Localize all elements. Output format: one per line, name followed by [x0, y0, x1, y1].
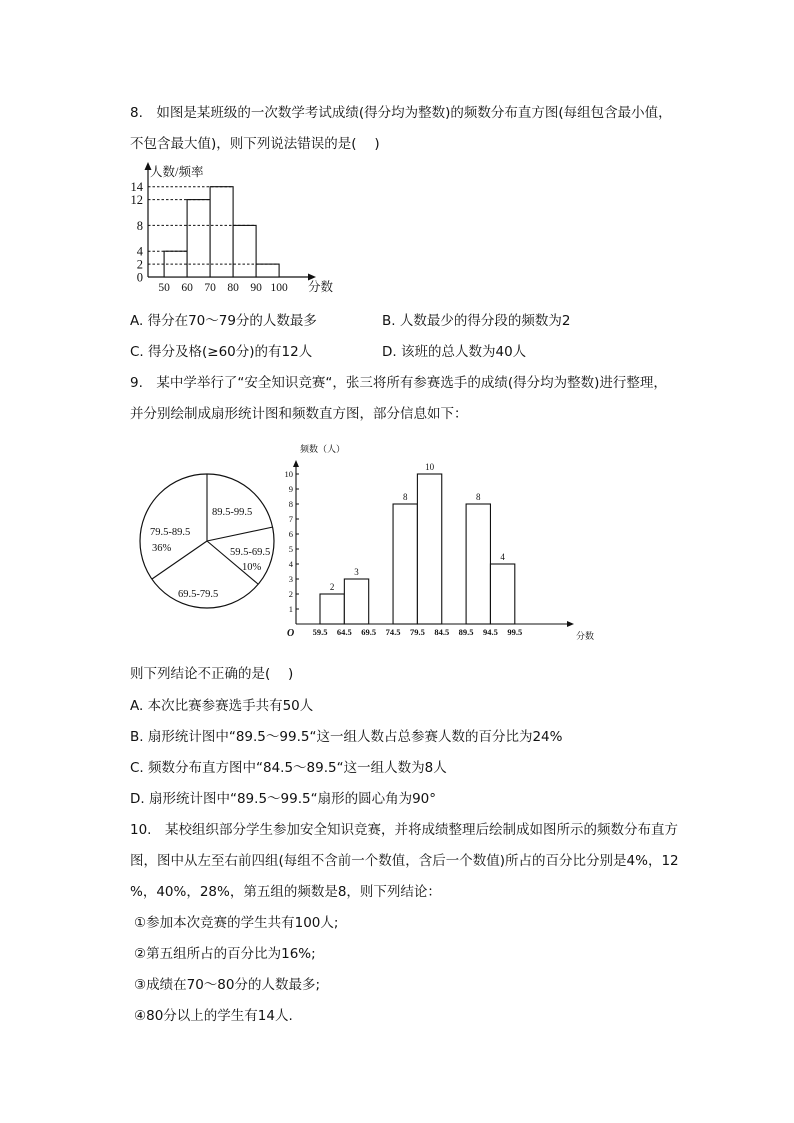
q8-stem-line2: 不包含最大值)，则下列说法错误的是( )	[130, 136, 380, 152]
y-tick-label: 8	[288, 499, 293, 509]
q9-stem-line1: 9. 某中学举行了“安全知识竞赛“，张三将所有参赛选手的成绩(得分均为整数)进行整理，	[130, 375, 667, 391]
y-tick-label: 4	[136, 244, 143, 259]
bar-value-label: 3	[354, 567, 359, 577]
y-tick-label: 5	[288, 544, 293, 554]
q9-question: 则下列结论不正确的是( )	[130, 666, 294, 682]
q10-statement-1: ①参加本次竞赛的学生共有100人;	[134, 915, 339, 931]
q10-statement-4: ④80分以上的学生有14人.	[134, 1008, 293, 1024]
origin-label: O	[287, 628, 295, 639]
x-tick-label: 50	[158, 282, 170, 294]
q8-option-b: B. 人数最少的得分段的频数为2	[382, 313, 571, 329]
y-axis-label: 频数（人）	[300, 444, 346, 454]
histogram-bar	[256, 264, 279, 277]
bar-value-label: 8	[476, 492, 481, 502]
y-tick-label: 12	[130, 193, 143, 208]
x-axis-arrow	[567, 621, 574, 627]
histogram-chart-q8	[128, 160, 348, 300]
y-axis-arrow	[293, 460, 299, 467]
histogram-bar	[344, 579, 368, 624]
q8-option-a: A. 得分在70～79分的人数最多	[130, 313, 317, 329]
histogram-bar	[187, 200, 210, 277]
y-tick-label: 1	[288, 604, 293, 614]
q10-statement-3: ③成绩在70～80分的人数最多;	[134, 977, 321, 993]
x-tick-label: 89.5	[458, 627, 474, 637]
x-tick-label: 94.5	[483, 627, 498, 637]
bar-value-label: 8	[402, 492, 408, 502]
x-axis-label: 分数	[576, 631, 595, 641]
bar-value-label: 4	[500, 552, 505, 562]
x-tick-label: 90	[250, 282, 262, 294]
x-tick-label: 74.5	[385, 627, 401, 637]
y-tick-label: 7	[288, 514, 293, 524]
q10-statement-2: ②第五组所占的百分比为16%;	[134, 946, 316, 962]
histogram-bar	[233, 225, 256, 277]
x-tick-label: 100	[270, 282, 288, 294]
histogram-chart-q9	[282, 438, 602, 648]
y-tick-label: 14	[130, 180, 143, 195]
q8-option-d: D. 该班的总人数为40人	[382, 344, 527, 360]
y-tick-label: 9	[288, 484, 293, 494]
pie-chart-q9	[138, 470, 278, 610]
bar-value-label: 2	[329, 582, 335, 592]
y-tick-label: 6	[288, 529, 293, 539]
q8-stem-line1: 8. 如图是某班级的一次数学考试成绩(得分均为整数)的频数分布直方图(每组包含最小值，	[130, 105, 672, 121]
y-tick-label: 8	[136, 218, 143, 233]
q10-stem-line1: 10. 某校组织部分学生参加安全知识竞赛，并将成绩整理后绘制成如图所示的频数分布直方	[130, 822, 678, 838]
y-axis-label: 人数/频率	[150, 165, 204, 179]
y-tick-label: 2	[136, 257, 143, 272]
q10-stem-line3: %，40%，28%，第五组的频数是8，则下列结论：	[130, 884, 441, 900]
histogram-bar	[320, 594, 344, 624]
q9-option-a: A. 本次比赛参赛选手共有50人	[130, 698, 314, 714]
q8-option-c: C. 得分及格(≥60分)的有12人	[130, 344, 313, 360]
q9-stem-line2: 并分别绘制成扇形统计图和频数直方图，部分信息如下：	[130, 406, 468, 422]
histogram-bar	[466, 504, 490, 624]
x-tick-label: 84.5	[434, 627, 450, 637]
pie-label-79-89: 79.5-89.5	[150, 527, 191, 538]
y-tick-label: 4	[288, 559, 293, 569]
x-tick-label: 80	[227, 282, 239, 294]
pie-percent-36: 36%	[152, 543, 172, 554]
y-tick-label: 2	[288, 589, 293, 599]
pie-label-69-79: 69.5-79.5	[178, 589, 219, 600]
histogram-bar	[417, 474, 441, 624]
pie-label-89-99: 89.5-99.5	[212, 507, 253, 518]
histogram-bar	[393, 504, 417, 624]
pie-percent-10: 10%	[242, 562, 262, 573]
x-tick-label: 79.5	[409, 627, 425, 637]
pie-label-59-69: 59.5-69.5	[230, 547, 271, 558]
x-tick-label: 99.5	[507, 627, 523, 637]
x-tick-label: 64.5	[336, 627, 352, 637]
x-tick-label: 59.5	[312, 627, 328, 637]
y-tick-label: 0	[136, 270, 143, 285]
histogram-bar	[210, 187, 233, 277]
q10-stem-line2: 图，图中从左至右前四组(每组不含前一个数值，含后一个数值)所占的百分比分别是4%，12	[130, 853, 679, 869]
x-tick-label: 69.5	[361, 627, 377, 637]
q9-option-d: D. 扇形统计图中“89.5～99.5“扇形的圆心角为90°	[130, 791, 437, 807]
histogram-bar	[490, 564, 514, 624]
x-tick-label: 70	[204, 282, 216, 294]
x-axis-label: 分数	[308, 280, 334, 294]
y-tick-label: 3	[288, 574, 293, 584]
x-tick-label: 60	[181, 282, 193, 294]
y-tick-label: 10	[284, 469, 293, 479]
bar-value-label: 10	[425, 462, 435, 472]
q9-option-c: C. 频数分布直方图中“84.5～89.5“这一组人数为8人	[130, 760, 447, 776]
q9-option-b: B. 扇形统计图中“89.5～99.5“这一组人数占总参赛人数的百分比为24%	[130, 729, 563, 745]
